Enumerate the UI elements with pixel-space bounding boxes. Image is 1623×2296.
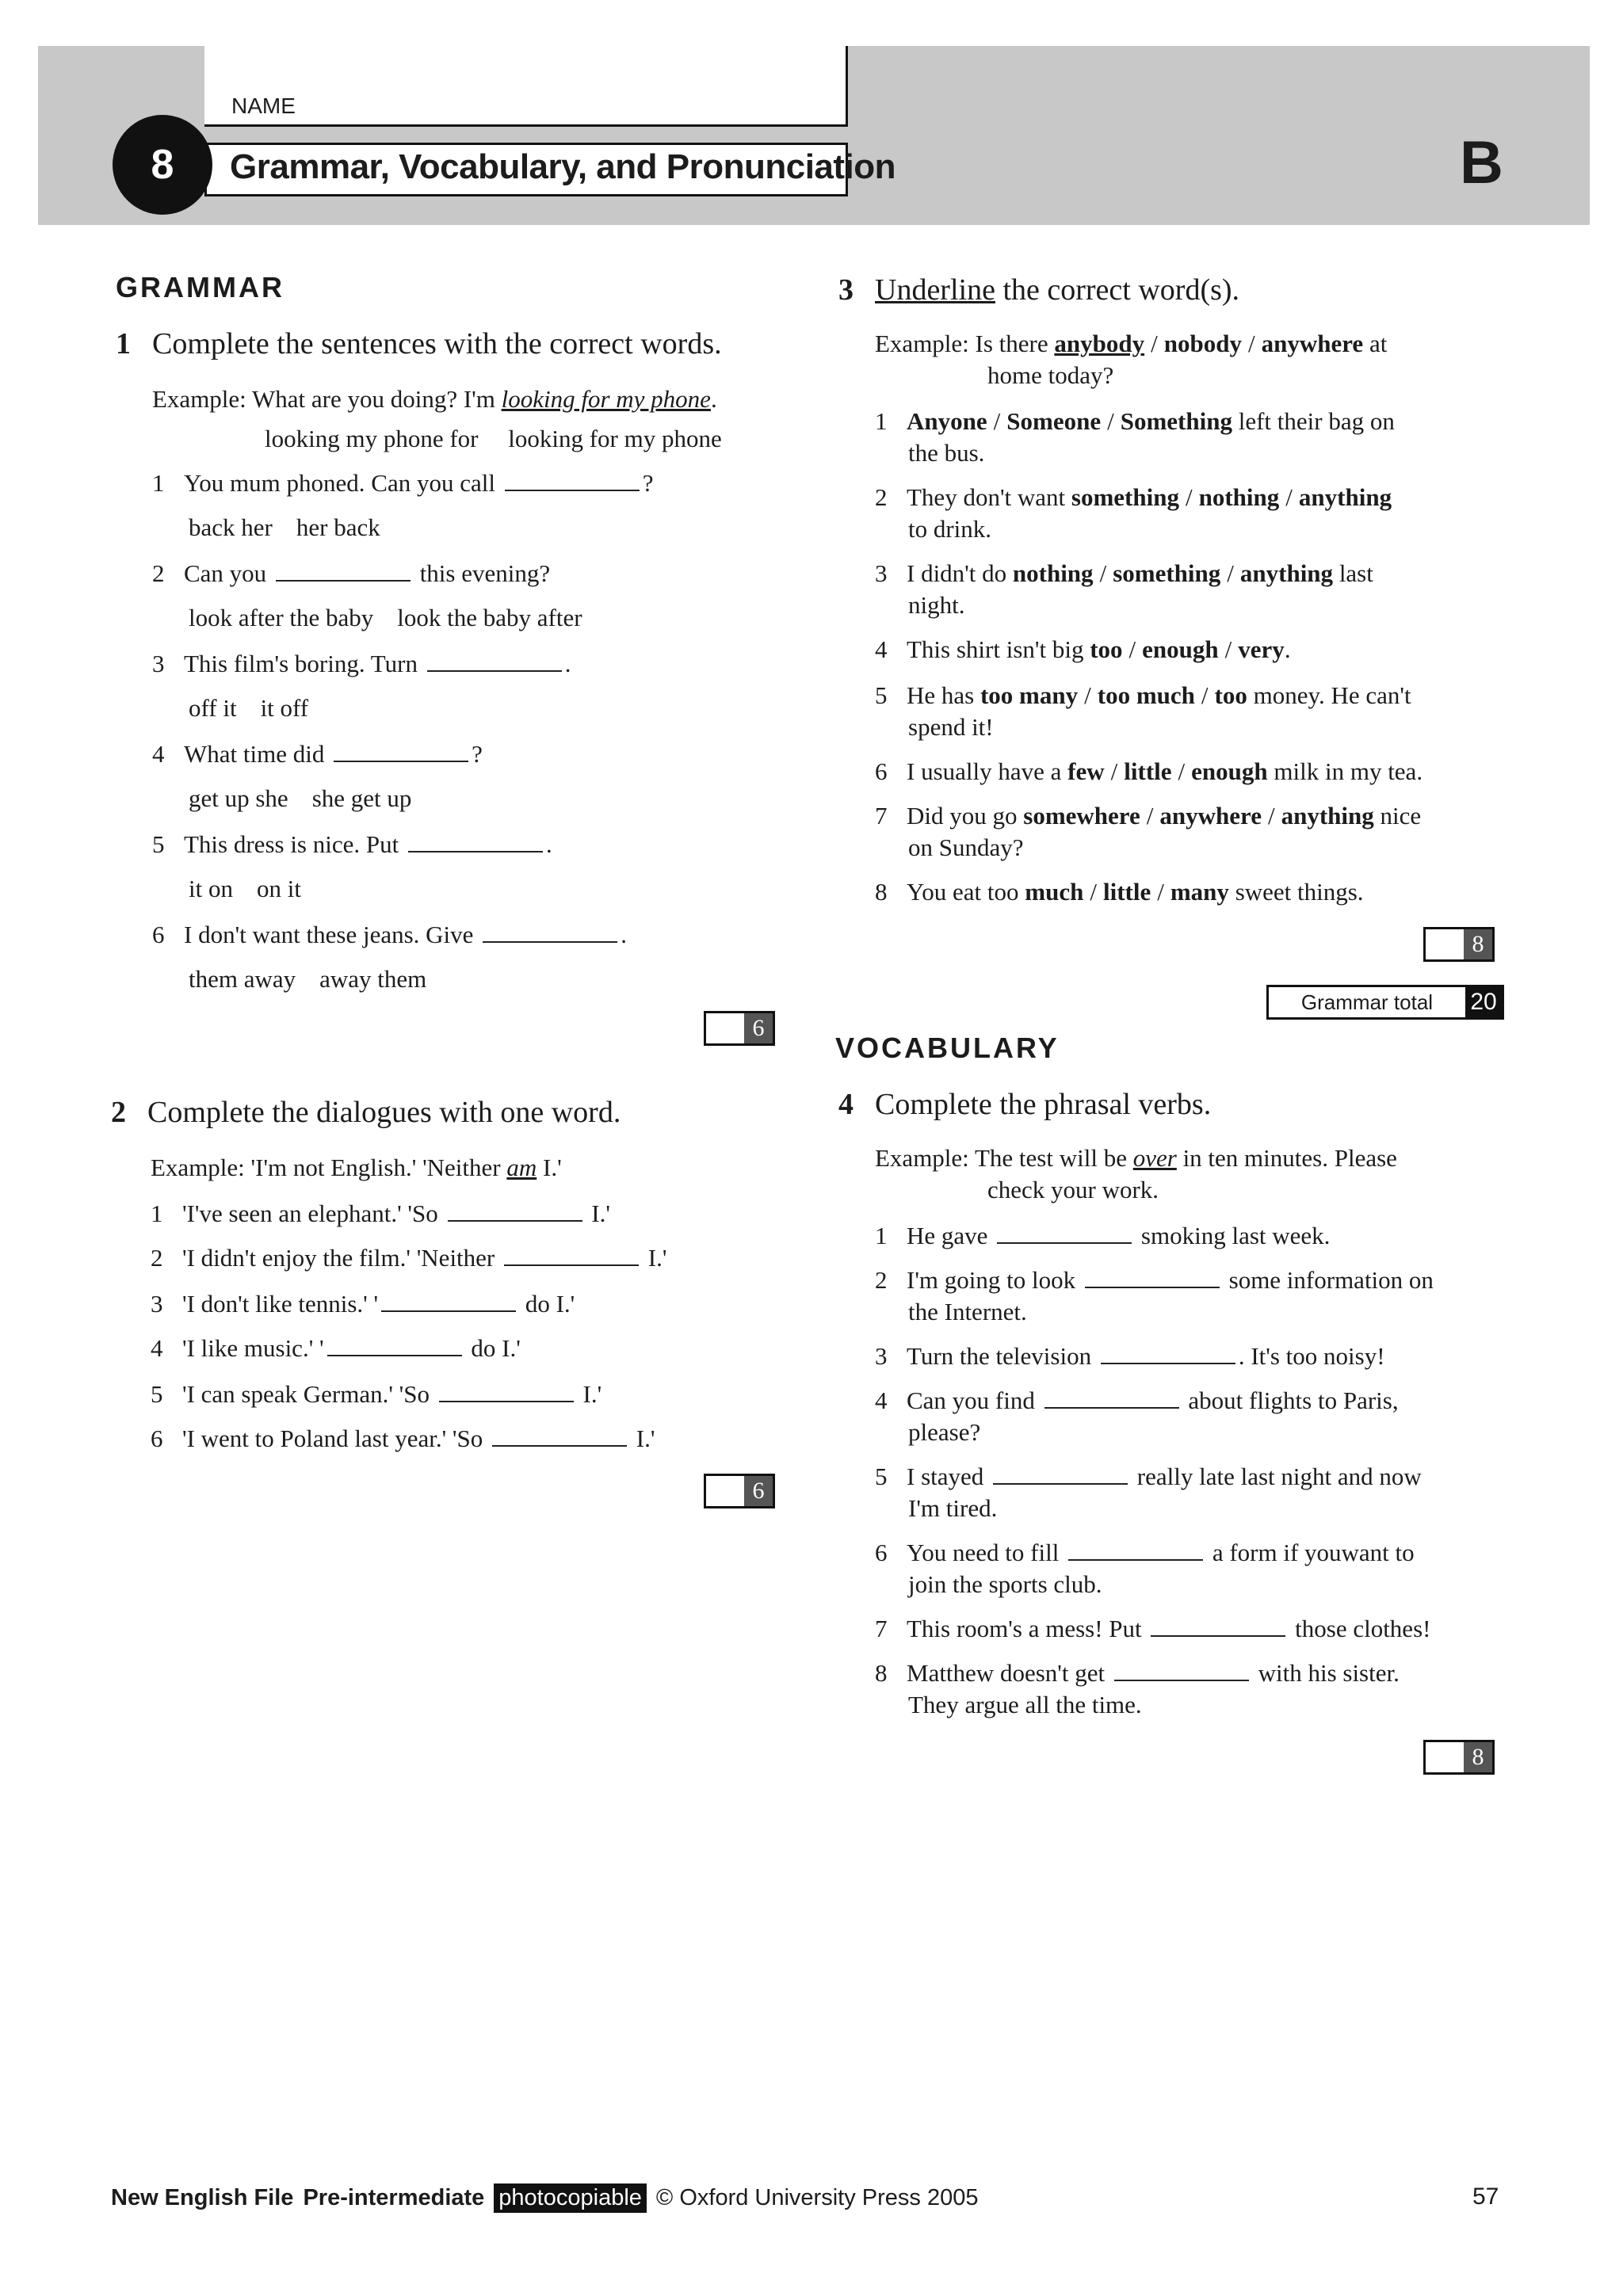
item-text-end: I.' bbox=[576, 1380, 602, 1408]
item-options bbox=[189, 784, 435, 813]
item-text: This dress is nice. Put bbox=[184, 830, 405, 858]
item-text: He gave bbox=[907, 1222, 995, 1249]
exercise-1-example bbox=[152, 385, 717, 414]
choice[interactable]: Someone bbox=[1006, 407, 1102, 435]
footer-copyright: © Oxford University Press 2005 bbox=[655, 2185, 979, 2210]
item-text: I usually have a bbox=[907, 757, 1068, 785]
choice[interactable]: too bbox=[1214, 681, 1247, 709]
choice[interactable]: Anyone bbox=[907, 407, 987, 435]
item-text: 'I can speak German.' 'So bbox=[182, 1380, 436, 1408]
item-text-end: do I.' bbox=[464, 1334, 521, 1362]
item-text-end: . bbox=[621, 921, 627, 948]
item-number: 3 bbox=[151, 1290, 163, 1318]
item-number: 4 bbox=[875, 1386, 888, 1414]
choice[interactable]: anything bbox=[1298, 483, 1392, 511]
answer-blank[interactable] bbox=[327, 1354, 462, 1356]
item-number: 6 bbox=[875, 1539, 888, 1566]
option: looking my phone for bbox=[265, 425, 479, 452]
exercise-4-score-box bbox=[1423, 1740, 1495, 1775]
item-number: 2 bbox=[152, 559, 165, 587]
choice[interactable]: too bbox=[1090, 635, 1123, 663]
item-text-end: . It's too noisy! bbox=[1238, 1342, 1385, 1370]
exercise-3-heading bbox=[838, 273, 1239, 307]
item-text-end: last bbox=[1333, 559, 1373, 587]
item-number: 1 bbox=[875, 407, 888, 435]
exercise-2-item bbox=[151, 1425, 655, 1453]
item-text-end: some information on bbox=[1222, 1266, 1434, 1294]
item-text-end: ? bbox=[472, 740, 483, 768]
exercise-3-item: 6 I usually have a few / little / enough milk in my tea. bbox=[875, 757, 1423, 785]
answer-blank[interactable] bbox=[439, 1400, 574, 1402]
item-text: You eat too bbox=[907, 878, 1025, 906]
item-text-end: smoking last week. bbox=[1135, 1222, 1331, 1249]
exercise-3-item: 2 They don't want something / nothing / anything bbox=[875, 483, 1392, 511]
exercise-1-item bbox=[152, 740, 483, 769]
exercise-1-item bbox=[152, 469, 653, 498]
exercise-4-item bbox=[875, 1222, 1330, 1250]
item-text: He has bbox=[907, 681, 980, 709]
exercise-4-item bbox=[875, 1463, 1422, 1491]
item-line-2: I'm tired. bbox=[908, 1494, 998, 1522]
option: on it bbox=[256, 875, 301, 902]
item-number: 5 bbox=[875, 681, 888, 709]
answer-blank[interactable] bbox=[276, 579, 411, 582]
item-text: This film's boring. Turn bbox=[184, 650, 424, 677]
exercise-2-item bbox=[151, 1290, 575, 1318]
item-number: 8 bbox=[875, 878, 888, 906]
item-number: 4 bbox=[152, 740, 165, 768]
item-text-end: I.' bbox=[585, 1199, 610, 1227]
example-answer: am bbox=[506, 1154, 537, 1181]
photocopiable-badge: photocopiable bbox=[494, 2183, 647, 2213]
choice[interactable]: nothing bbox=[1198, 483, 1280, 511]
item-line-2: on Sunday? bbox=[908, 833, 1024, 861]
item-text: You need to fill bbox=[907, 1539, 1066, 1566]
item-text: Turn the television bbox=[907, 1342, 1098, 1370]
name-label: NAME bbox=[231, 93, 296, 118]
choice[interactable]: nothing bbox=[1012, 559, 1094, 587]
exercise-number: 4 bbox=[838, 1088, 854, 1121]
answer-blank[interactable] bbox=[381, 1310, 516, 1312]
score-entry[interactable] bbox=[1426, 1742, 1464, 1772]
score-entry[interactable] bbox=[706, 1013, 744, 1043]
exercise-1-item bbox=[152, 921, 627, 949]
item-line-2: spend it! bbox=[908, 713, 994, 741]
choice[interactable]: little bbox=[1124, 757, 1172, 785]
item-text: 'I've seen an elephant.' 'So bbox=[182, 1199, 445, 1227]
max-score: 8 bbox=[1464, 1742, 1492, 1772]
grammar-total-box bbox=[1266, 985, 1504, 1020]
exercise-4-heading bbox=[838, 1087, 1211, 1122]
exercise-1-item bbox=[152, 830, 552, 859]
item-number: 1 bbox=[151, 1199, 163, 1227]
max-score: 6 bbox=[744, 1013, 773, 1043]
item-number: 5 bbox=[152, 830, 165, 858]
exercise-2-item bbox=[151, 1199, 610, 1228]
exercise-1-score-box bbox=[704, 1011, 775, 1046]
item-text-end: do I.' bbox=[519, 1290, 575, 1318]
item-text: Did you go bbox=[907, 802, 1024, 830]
exercise-3-score-box bbox=[1423, 927, 1495, 962]
item-text: I'm going to look bbox=[907, 1266, 1082, 1294]
exercise-4-item bbox=[875, 1615, 1430, 1643]
answer-blank[interactable] bbox=[504, 1264, 639, 1266]
score-entry[interactable] bbox=[706, 1476, 744, 1506]
instruction-rest: the correct word(s). bbox=[995, 273, 1240, 307]
answer-blank[interactable] bbox=[505, 489, 640, 491]
exercise-4-item bbox=[875, 1342, 1385, 1371]
answer-blank[interactable] bbox=[334, 760, 468, 762]
option: them away bbox=[189, 965, 296, 993]
footer-level: Pre-intermediate bbox=[303, 2185, 485, 2210]
option: it off bbox=[260, 694, 309, 722]
item-text-end: about flights to Paris, bbox=[1182, 1386, 1399, 1414]
exercise-4-item bbox=[875, 1266, 1434, 1295]
exercise-3-item: 4 This shirt isn't big too / enough / very. bbox=[875, 635, 1291, 663]
test-version-letter: B bbox=[1460, 129, 1503, 196]
example-text-end: . bbox=[710, 385, 717, 413]
footer bbox=[111, 2183, 978, 2213]
exercise-2-item bbox=[151, 1244, 666, 1272]
item-text: 'I didn't enjoy the film.' 'Neither bbox=[182, 1244, 502, 1272]
instruction-underlined: Underline bbox=[875, 273, 995, 307]
option: she get up bbox=[311, 784, 412, 812]
answer-blank[interactable] bbox=[1085, 1286, 1220, 1288]
option: away them bbox=[319, 965, 427, 993]
exercise-instruction: Complete the phrasal verbs. bbox=[875, 1088, 1212, 1121]
item-line-2: join the sports club. bbox=[908, 1570, 1102, 1598]
answer-blank[interactable] bbox=[483, 940, 617, 943]
example-text-end: at bbox=[1363, 330, 1388, 357]
choice[interactable]: enough bbox=[1191, 757, 1268, 785]
exercise-4-example bbox=[875, 1144, 1397, 1173]
option: off it bbox=[189, 694, 237, 722]
choice[interactable]: somewhere bbox=[1023, 802, 1140, 830]
choice[interactable]: few bbox=[1067, 757, 1105, 785]
item-number: 4 bbox=[151, 1334, 163, 1362]
answer-blank[interactable] bbox=[1101, 1362, 1235, 1364]
item-number: 7 bbox=[875, 802, 888, 830]
item-number: 4 bbox=[875, 635, 888, 663]
item-options bbox=[189, 513, 404, 542]
item-text-end: I.' bbox=[630, 1425, 655, 1452]
item-text-end: really late last night and now bbox=[1131, 1463, 1422, 1490]
choice[interactable]: too many bbox=[980, 681, 1079, 709]
item-text-end: milk in my tea. bbox=[1267, 757, 1423, 785]
item-line-2: They argue all the time. bbox=[908, 1691, 1142, 1718]
option: get up she bbox=[189, 784, 288, 812]
item-text-end: money. He can't bbox=[1247, 681, 1411, 709]
item-number: 1 bbox=[875, 1222, 888, 1249]
answer-blank[interactable] bbox=[1044, 1406, 1179, 1409]
item-text: This room's a mess! Put bbox=[907, 1615, 1148, 1642]
exercise-number: 3 bbox=[838, 273, 854, 307]
exercise-3-example: Example: Is there anybody / nobody / anywhere at bbox=[875, 330, 1388, 357]
max-score: 6 bbox=[744, 1476, 773, 1506]
answer-blank[interactable] bbox=[1068, 1558, 1203, 1561]
grammar-heading: GRAMMAR bbox=[116, 271, 285, 303]
option: it on bbox=[189, 875, 233, 902]
choice[interactable]: many bbox=[1170, 878, 1229, 906]
exercise-3-item: 1 Anyone / Someone / Something left their bag on bbox=[875, 407, 1395, 435]
item-number: 5 bbox=[151, 1380, 163, 1408]
item-number: 3 bbox=[152, 650, 165, 677]
option: looking for my phone bbox=[508, 425, 722, 452]
item-number: 7 bbox=[875, 1615, 888, 1642]
exercise-2-item bbox=[151, 1334, 521, 1363]
option: look after the baby bbox=[189, 604, 374, 631]
grammar-total-label: Grammar total bbox=[1300, 990, 1434, 1014]
item-number: 6 bbox=[152, 921, 165, 948]
answer-blank[interactable] bbox=[997, 1241, 1132, 1244]
choice[interactable]: anything bbox=[1281, 802, 1374, 830]
choice[interactable]: much bbox=[1025, 878, 1084, 906]
item-text: I don't want these jeans. Give bbox=[184, 921, 480, 948]
example-line-2: home today? bbox=[987, 361, 1114, 389]
item-number: 3 bbox=[875, 559, 888, 587]
item-number: 2 bbox=[875, 1266, 888, 1294]
exercise-1-item bbox=[152, 650, 571, 678]
item-options bbox=[189, 604, 606, 632]
item-text-end: those clothes! bbox=[1289, 1615, 1431, 1642]
item-number: 5 bbox=[875, 1463, 888, 1490]
unit-number-badge: 8 bbox=[113, 115, 212, 215]
item-line-2: the bus. bbox=[908, 439, 985, 467]
answer-blank[interactable] bbox=[993, 1482, 1128, 1485]
exercise-1-heading bbox=[116, 326, 722, 361]
example-answer: over bbox=[1132, 1144, 1177, 1172]
item-text: I stayed bbox=[907, 1463, 991, 1490]
item-text: Can you find bbox=[907, 1386, 1041, 1414]
exercise-4-item bbox=[875, 1386, 1399, 1415]
exercise-4-item bbox=[875, 1659, 1400, 1688]
item-line-2: the Internet. bbox=[908, 1298, 1027, 1325]
option: back her bbox=[189, 513, 273, 541]
choice[interactable]: anywhere bbox=[1159, 802, 1262, 830]
exercise-2-item bbox=[151, 1380, 601, 1409]
exercise-3-item: 3 I didn't do nothing / something / anything last bbox=[875, 559, 1373, 587]
exercise-3-item: 8 You eat too much / little / many sweet things. bbox=[875, 878, 1364, 906]
item-text: Can you bbox=[184, 559, 273, 587]
exercise-3-item: 5 He has too many / too much / too money. He can't bbox=[875, 681, 1411, 709]
item-number: 6 bbox=[875, 757, 888, 785]
grammar-total-score: 20 bbox=[1465, 987, 1502, 1017]
item-text-end: . bbox=[1284, 635, 1291, 663]
choice: nobody bbox=[1163, 330, 1242, 357]
item-number: 8 bbox=[875, 1659, 888, 1687]
option: look the baby after bbox=[397, 604, 582, 631]
choice[interactable]: enough bbox=[1142, 635, 1219, 663]
vocabulary-heading: VOCABULARY bbox=[835, 1032, 1060, 1064]
example-answer: looking for my phone bbox=[501, 385, 711, 413]
choice[interactable]: very bbox=[1238, 635, 1285, 663]
choice-selected: anybody bbox=[1054, 330, 1145, 357]
item-line-2: night. bbox=[908, 591, 965, 619]
choice: anywhere bbox=[1261, 330, 1364, 357]
item-text-end: left their bag on bbox=[1232, 407, 1395, 435]
item-text-end: sweet things. bbox=[1228, 878, 1364, 906]
answer-blank[interactable] bbox=[427, 669, 562, 672]
exercise-instruction bbox=[875, 273, 1239, 307]
item-text: Matthew doesn't get bbox=[907, 1659, 1111, 1687]
example-text-end: I.' bbox=[537, 1154, 562, 1181]
exercise-1-item bbox=[152, 559, 550, 588]
item-number: 2 bbox=[151, 1244, 163, 1272]
answer-blank[interactable] bbox=[408, 850, 543, 852]
item-number: 1 bbox=[152, 469, 165, 497]
page-number: 57 bbox=[1472, 2183, 1499, 2210]
example-text: Example: The test will be bbox=[875, 1144, 1133, 1172]
item-line-2: please? bbox=[908, 1418, 981, 1446]
item-number: 3 bbox=[875, 1342, 888, 1370]
exercise-2-heading bbox=[111, 1095, 621, 1130]
score-entry[interactable] bbox=[1426, 929, 1464, 959]
item-options bbox=[189, 875, 325, 903]
exercise-3-item: 7 Did you go somewhere / anywhere / anything nice bbox=[875, 802, 1422, 830]
item-number: 2 bbox=[875, 483, 888, 511]
item-text: You mum phoned. Can you call bbox=[184, 469, 502, 497]
item-text: What time did bbox=[184, 740, 331, 768]
choice[interactable]: too much bbox=[1097, 681, 1195, 709]
option: her back bbox=[296, 513, 380, 541]
item-text: 'I like music.' ' bbox=[182, 1334, 324, 1362]
exercise-number: 2 bbox=[111, 1096, 126, 1129]
exercise-4-item bbox=[875, 1539, 1415, 1567]
footer-brand: New English File bbox=[111, 2185, 294, 2210]
choice[interactable]: anything bbox=[1239, 559, 1334, 587]
example-text-end: in ten minutes. Please bbox=[1176, 1144, 1397, 1172]
item-text-end: nice bbox=[1373, 802, 1422, 830]
item-text-end: a form if youwant to bbox=[1206, 1539, 1415, 1566]
example-text: Example: Is there bbox=[875, 330, 1055, 357]
item-text-end: this evening? bbox=[413, 559, 551, 587]
max-score: 8 bbox=[1464, 929, 1492, 959]
item-text: This shirt isn't big bbox=[907, 635, 1090, 663]
item-text-end: . bbox=[564, 650, 571, 677]
choice[interactable]: something bbox=[1113, 559, 1221, 587]
choice[interactable]: something bbox=[1071, 483, 1179, 511]
item-line-2: to drink. bbox=[908, 515, 992, 543]
item-text: I didn't do bbox=[907, 559, 1013, 587]
item-text-end: ? bbox=[642, 469, 654, 497]
item-options bbox=[189, 694, 332, 723]
exercise-1-example-options bbox=[265, 425, 746, 453]
choice[interactable]: little bbox=[1102, 878, 1151, 906]
exercise-2-score-box bbox=[704, 1474, 775, 1508]
choice[interactable]: Something bbox=[1120, 407, 1232, 435]
example-text: Example: 'I'm not English.' 'Neither bbox=[151, 1154, 507, 1181]
answer-blank[interactable] bbox=[1114, 1679, 1249, 1681]
example-text: Example: What are you doing? I'm bbox=[152, 385, 502, 413]
example-line-2: check your work. bbox=[987, 1176, 1159, 1203]
item-text: They don't want bbox=[907, 483, 1071, 511]
page-title: Grammar, Vocabulary, and Pronunciation bbox=[230, 147, 896, 186]
exercise-number: 1 bbox=[116, 327, 131, 360]
exercise-instruction: Complete the sentences with the correct words. bbox=[152, 327, 722, 360]
item-text-end: with his sister. bbox=[1251, 1659, 1400, 1687]
item-number: 6 bbox=[151, 1425, 163, 1452]
answer-blank[interactable] bbox=[1151, 1634, 1285, 1637]
item-text-end: . bbox=[546, 830, 552, 858]
item-text: 'I went to Poland last year.' 'So bbox=[182, 1425, 489, 1452]
exercise-2-example bbox=[151, 1154, 562, 1182]
answer-blank[interactable] bbox=[448, 1219, 582, 1222]
item-text: 'I don't like tennis.' ' bbox=[182, 1290, 379, 1318]
name-field-box bbox=[204, 46, 848, 127]
exercise-instruction: Complete the dialogues with one word. bbox=[147, 1096, 621, 1129]
answer-blank[interactable] bbox=[492, 1444, 627, 1447]
item-options bbox=[189, 965, 450, 994]
item-text-end: I.' bbox=[642, 1244, 667, 1272]
